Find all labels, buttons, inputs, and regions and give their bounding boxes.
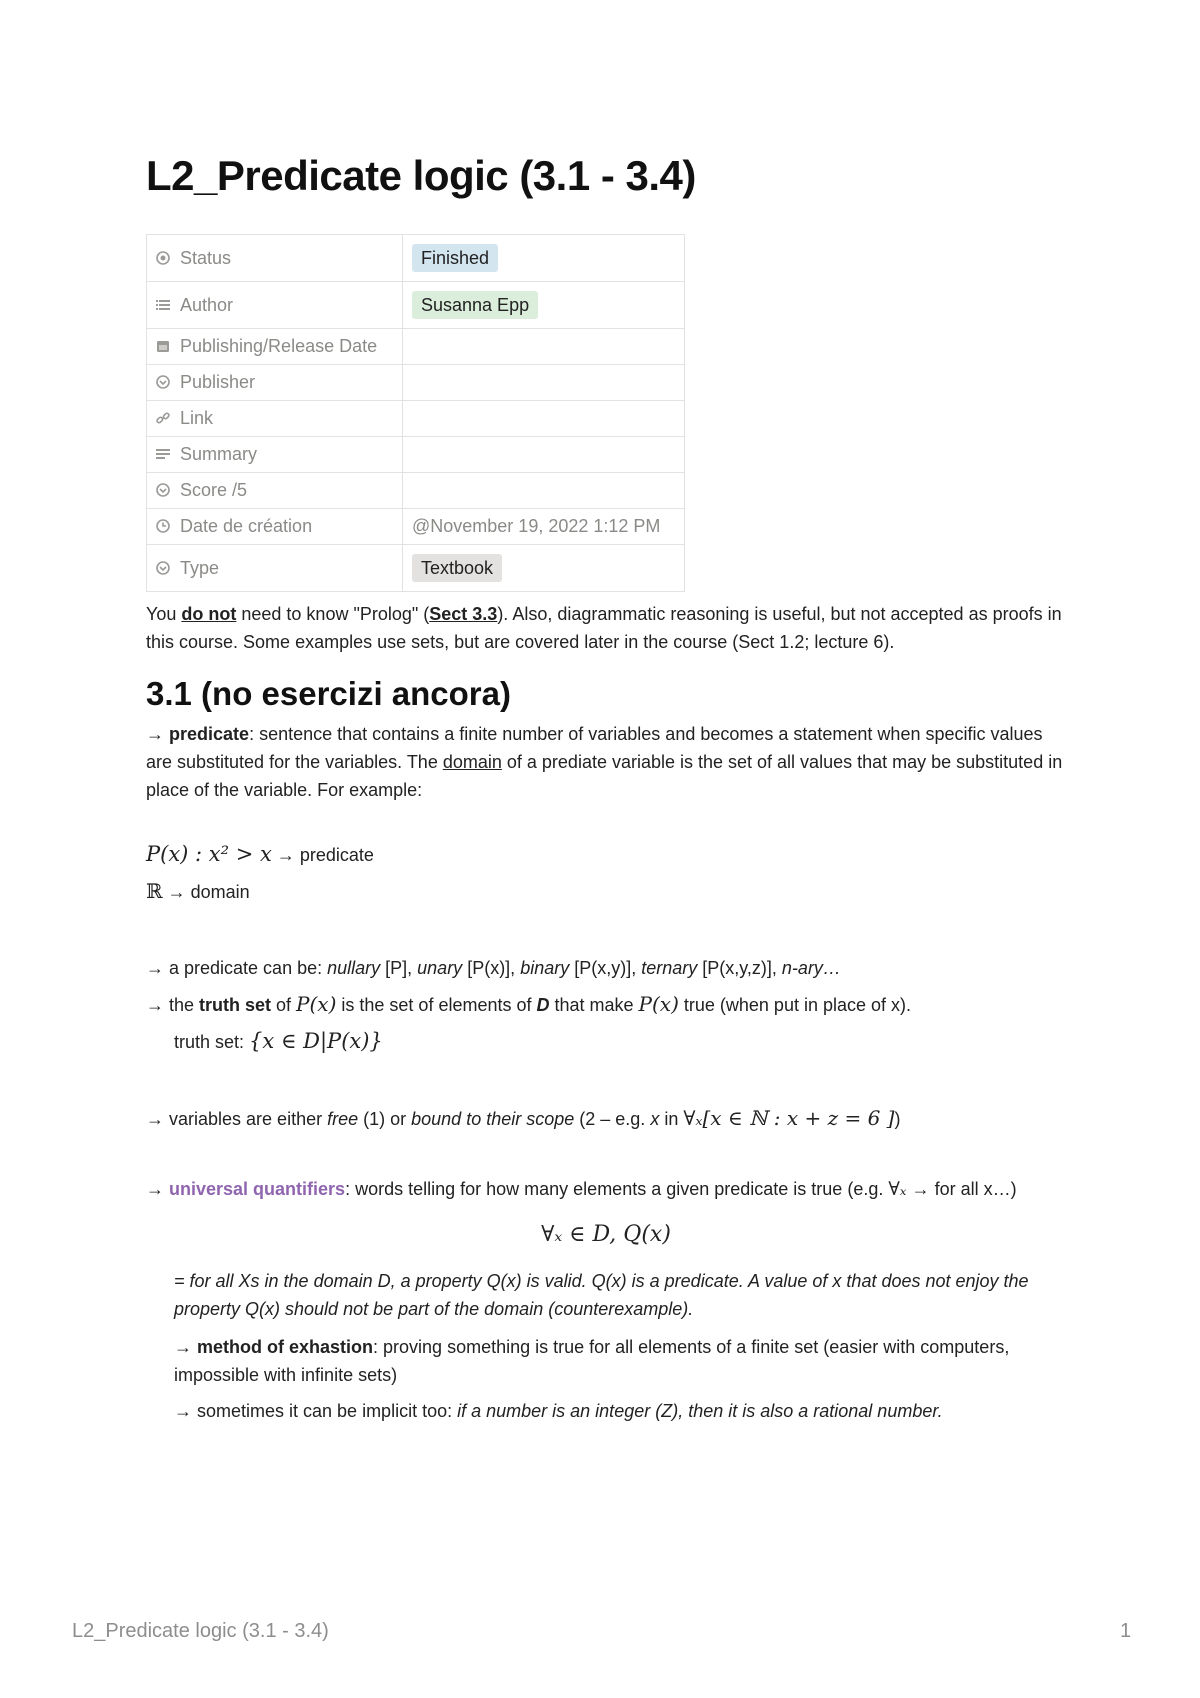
predicate-definition: → predicate: sentence that contains a finite number of variables and becomes a statement when specific values are substituted for the variables. The domain of a prediate variable is the set of all values that may be substituted in place of the variable. For example:: [146, 724, 1063, 800]
clock-icon: [156, 519, 170, 533]
property-row-score: [147, 473, 685, 509]
exhaustion-paragraph: → method of exhastion: proving something is true for all elements of a finite set (easier with computers, impossible with infinite sets): [174, 1337, 1010, 1385]
truth-set-definition: → the truth set of P(x) is the set of elements of D that make P(x) true (when put in place of x).: [146, 992, 912, 1016]
predicate-formula: P(x) : x² > x: [146, 842, 272, 866]
universal-quantifiers-paragraph: → universal quantifiers: words telling for how many elements a given predicate is true (e.g. ∀ₓ → for all x…): [146, 1178, 1017, 1200]
status-tag[interactable]: Finished: [412, 244, 498, 272]
property-label: Publishing/Release Date: [180, 336, 378, 356]
property-row-link: [147, 401, 685, 437]
universal-explanation: = for all Xs in the domain D, a property Q(x) is valid. Q(x) is a predicate. A value of x that does not enjoy the property Q(x) should not be part of the domain (counterexample).: [174, 1271, 1029, 1319]
property-value[interactable]: [403, 365, 685, 401]
implicit-paragraph: → sometimes it can be implicit too: if a number is an integer (Z), then it is also a rational number.: [174, 1401, 943, 1421]
property-row-status: [147, 235, 685, 282]
section-heading: 3.1 (no esercizi ancora): [146, 675, 511, 712]
footer-title: L2_Predicate logic (3.1 - 3.4): [72, 1620, 329, 1642]
page-number: 1: [1120, 1620, 1132, 1642]
status-icon: [156, 251, 170, 265]
property-row-created: [147, 509, 685, 545]
property-label: Author: [180, 294, 234, 315]
page-title: L2_Predicate logic (3.1 - 3.4): [146, 152, 696, 199]
page-content: [146, 150, 1066, 1425]
property-label: Score /5: [180, 480, 248, 500]
sect-link: Sect 3.3: [429, 604, 498, 624]
properties-table: [146, 234, 685, 592]
property-row-summary: [147, 437, 685, 473]
truth-set-formula: truth set: {x ∈ D|P(x)}: [174, 1029, 383, 1053]
type-tag[interactable]: Textbook: [412, 554, 502, 582]
variables-paragraph: → variables are either free (1) or bound to their scope (2 – e.g. x in ∀ₓ[x ∈ ℕ : x + z = 6 ]): [146, 1106, 901, 1130]
property-label: Summary: [180, 444, 258, 464]
property-row-type: [147, 545, 685, 592]
property-value[interactable]: [403, 437, 685, 473]
universal-quantifiers-term: universal quantifiers: [169, 1179, 346, 1199]
example-domain: ℝ → domain: [146, 879, 250, 903]
link-icon: [156, 411, 170, 425]
property-row-release-date: [147, 329, 685, 365]
property-value[interactable]: [403, 473, 685, 509]
property-label: Type: [180, 557, 220, 578]
list-icon: [156, 298, 170, 312]
author-tag[interactable]: Susanna Epp: [412, 291, 538, 319]
select-icon: [156, 375, 170, 389]
property-label: Status: [180, 247, 232, 268]
property-label: Link: [180, 408, 214, 428]
universal-formula: ∀ₓ ∈ D, Q(x): [541, 1222, 671, 1247]
created-date-value: @November 19, 2022 1:12 PM: [403, 509, 685, 545]
bound-variable-formula: ∀ₓ[x ∈ ℕ : x + z = 6 ]: [683, 1106, 895, 1130]
text-icon: [156, 447, 170, 461]
example-predicate: P(x) : x² > x → predicate: [146, 842, 374, 866]
predicate-kinds: → a predicate can be: nullary [P], unary [P(x)], binary [P(x,y)], ternary [P(x,y,z)], n-ary…: [146, 958, 841, 978]
property-label: Publisher: [180, 372, 256, 392]
select-icon: [156, 561, 170, 575]
property-row-author: [147, 282, 685, 329]
property-label: Date de création: [180, 516, 313, 536]
select-icon: [156, 483, 170, 497]
reals-symbol: ℝ: [146, 879, 163, 903]
calendar-icon: [156, 339, 170, 353]
property-row-publisher: [147, 365, 685, 401]
property-value[interactable]: [403, 329, 685, 365]
intro-paragraph: You do not need to know "Prolog" (Sect 3.3). Also, diagrammatic reasoning is useful, but not accepted as proofs in this course. Some examples use sets, but are covered later in the course (Sect 1.2; lecture 6).: [146, 604, 1062, 652]
do-not-emphasis: do not: [181, 604, 237, 624]
property-value[interactable]: [403, 401, 685, 437]
